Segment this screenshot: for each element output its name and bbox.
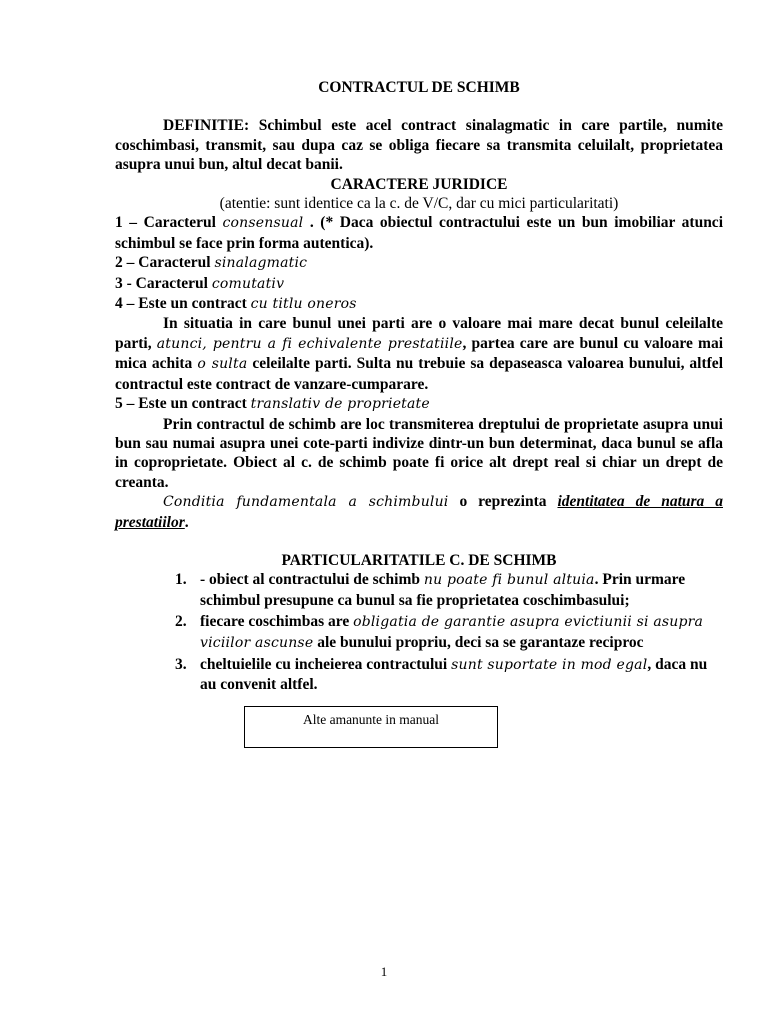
transmitere-paragraph: Prin contractul de schimb are loc transmiterea dreptului de proprietate asupra unui bun sau numai asupra unei cote-parti indivize dintr-un bun determinat, daca bunul se afla in coproprietate. Obiect al c. de schimb poate fi orice alt drept real si chiar un drept de creanta. — [115, 415, 723, 491]
list-text-a: cheltuielile cu incheierea contractului — [200, 655, 452, 673]
item-3-italic: comutativ — [211, 275, 285, 292]
list-item — [115, 655, 723, 695]
section-heading-particularitati: PARTICULARITATILE C. DE SCHIMB — [281, 551, 557, 569]
document-body — [115, 78, 723, 697]
list-text-italic: nu poate fi bunul altuia — [423, 572, 595, 589]
list-text-a: - obiect al contractului de schimb — [200, 571, 424, 589]
conditia-underlined: identitatea de natura a prestatiilor — [115, 493, 723, 531]
page-number: 1 — [380, 964, 388, 979]
item-1-prefix: 1 – Caracterul — [115, 214, 223, 232]
item-2-prefix: 2 – Caracterul — [115, 254, 215, 272]
item-4-italic: cu titlu oneros — [250, 296, 357, 313]
item-2-italic: sinalagmatic — [214, 255, 308, 272]
list-number: 2. — [175, 613, 187, 631]
conditia-mid: o reprezinta — [448, 493, 558, 511]
list-text-italic: sunt suportate in mod egal — [451, 656, 648, 673]
conditia-paragraph — [115, 492, 723, 532]
caracter-item-1 — [115, 213, 723, 253]
sulta-text-e: celeilalte parti. Sulta nu trebuie sa depaseasca valoarea bunului, altfel contractul este contract de vanzare-cumparare. — [115, 355, 723, 393]
list-text-b: ale bunului propriu, deci sa se garantaze reciproc — [313, 633, 644, 651]
list-number: 3. — [175, 655, 187, 673]
list-text-italic: obligatia de garantie asupra evictiunii si asupra viciilor ascunse — [200, 614, 704, 651]
list-item — [115, 570, 723, 610]
sulta-text-c: , partea care are bunul cu valoare mai mica achita — [115, 334, 723, 373]
list-item — [115, 612, 723, 653]
item-5-italic: translativ de proprietate — [250, 396, 430, 413]
item-5-prefix: 5 – Este un contract — [115, 395, 251, 413]
conditia-italic: Conditia fundamentala a schimbului — [163, 494, 449, 511]
item-4-prefix: 4 – Este un contract — [115, 295, 251, 313]
sulta-text-d: o sulta — [197, 356, 248, 373]
item-1-italic: consensual — [222, 215, 304, 232]
sulta-text-b: atunci, pentru a fi echivalente prestatiile — [156, 335, 463, 352]
definition-text: : Schimbul este acel contract sinalagmatic in care partile, numite coschimbasi, transmit, sau dupa caz se obliga fiecare sa transmita celuilalt, proprietatea asupra unui bun, altul decat banii. — [115, 117, 723, 174]
page-title: CONTRACTUL DE SCHIMB — [318, 79, 520, 96]
item-3-prefix: 3 - Caracterul — [115, 274, 212, 292]
caracter-item-5 — [115, 394, 723, 414]
list-number: 1. — [175, 571, 187, 589]
particularitati-list — [115, 570, 723, 694]
caracter-item-3 — [115, 274, 723, 294]
list-text-b: . Prin urmare schimbul presupune ca bunul sa fie proprietatea coschimbasului; — [200, 571, 686, 609]
sulta-paragraph — [115, 314, 723, 394]
definition-label: DEFINITIE — [163, 117, 244, 135]
sulta-text-a: In situatia in care bunul unei parti are o valoare mai mare decat bunul celeilalte parti, — [115, 315, 723, 352]
section-heading-caractere: CARACTERE JURIDICE — [330, 175, 508, 193]
manual-note-text: Alte amanunte in manual — [302, 712, 440, 727]
item-1-rest: . (* Daca obiectul contractului este un bun imobiliar atunci schimbul se face prin forma autentica). — [115, 214, 723, 252]
definition-paragraph — [115, 116, 723, 174]
list-text-b: , daca nu au convenit altfel. — [200, 655, 708, 694]
manual-note-box — [244, 706, 498, 748]
caractere-note: (atentie: sunt identice ca la c. de V/C, dar cu mici particularitati) — [219, 195, 619, 213]
caracter-item-4 — [115, 294, 723, 314]
conditia-end: . — [184, 513, 189, 531]
list-text-a: fiecare coschimbas are — [200, 613, 354, 631]
caracter-item-2 — [115, 253, 723, 273]
